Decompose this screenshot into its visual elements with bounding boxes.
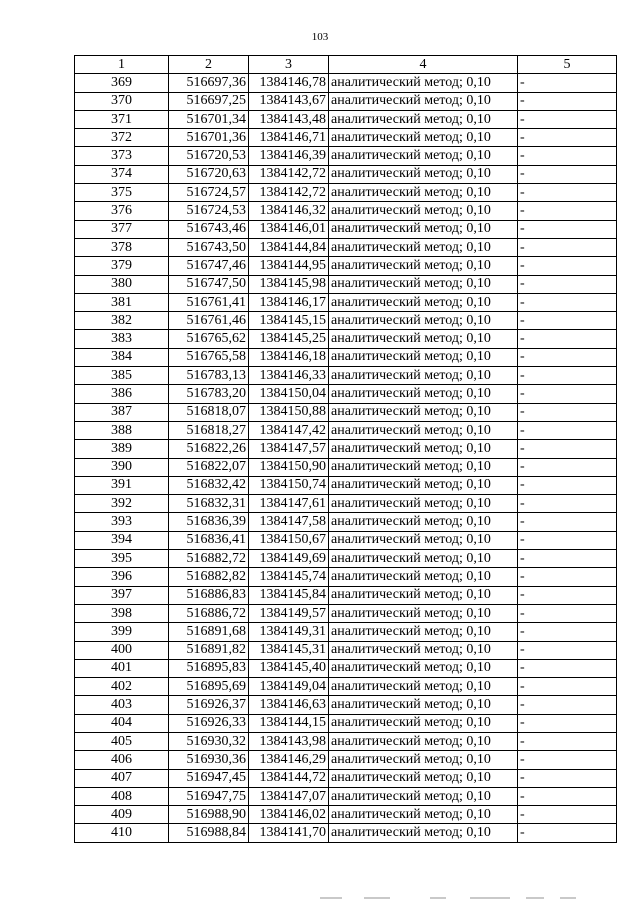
x-coordinate-cell: 516765,58	[169, 348, 249, 366]
header-col-2: 2	[169, 56, 249, 74]
note-cell: -	[518, 92, 617, 110]
note-cell: -	[518, 751, 617, 769]
note-cell: -	[518, 385, 617, 403]
note-cell: -	[518, 403, 617, 421]
table-row	[75, 312, 617, 330]
note-cell: -	[518, 312, 617, 330]
y-coordinate-cell: 1384145,40	[249, 659, 329, 677]
point-number-cell: 408	[75, 787, 169, 805]
table-row	[75, 641, 617, 659]
y-coordinate-cell: 1384149,57	[249, 604, 329, 622]
table-row	[75, 659, 617, 677]
note-cell: -	[518, 696, 617, 714]
method-cell: аналитический метод; 0,10	[329, 769, 518, 787]
table-row	[75, 751, 617, 769]
point-number-cell: 394	[75, 531, 169, 549]
y-coordinate-cell: 1384145,25	[249, 330, 329, 348]
y-coordinate-cell: 1384143,48	[249, 110, 329, 128]
table-row	[75, 110, 617, 128]
table-row	[75, 330, 617, 348]
table-row	[75, 165, 617, 183]
point-number-cell: 402	[75, 678, 169, 696]
x-coordinate-cell: 516836,39	[169, 513, 249, 531]
table-row	[75, 714, 617, 732]
x-coordinate-cell: 516783,20	[169, 385, 249, 403]
method-cell: аналитический метод; 0,10	[329, 184, 518, 202]
table-row	[75, 421, 617, 439]
note-cell: -	[518, 550, 617, 568]
method-cell: аналитический метод; 0,10	[329, 751, 518, 769]
method-cell: аналитический метод; 0,10	[329, 110, 518, 128]
note-cell: -	[518, 824, 617, 842]
table-row	[75, 550, 617, 568]
note-cell: -	[518, 458, 617, 476]
y-coordinate-cell: 1384147,42	[249, 421, 329, 439]
table-row	[75, 440, 617, 458]
note-cell: -	[518, 257, 617, 275]
note-cell: -	[518, 74, 617, 92]
y-coordinate-cell: 1384144,95	[249, 257, 329, 275]
table-row	[75, 129, 617, 147]
note-cell: -	[518, 421, 617, 439]
method-cell: аналитический метод; 0,10	[329, 293, 518, 311]
note-cell: -	[518, 110, 617, 128]
x-coordinate-cell: 516930,36	[169, 751, 249, 769]
point-number-cell: 373	[75, 147, 169, 165]
table-row	[75, 202, 617, 220]
note-cell: -	[518, 678, 617, 696]
y-coordinate-cell: 1384144,15	[249, 714, 329, 732]
note-cell: -	[518, 165, 617, 183]
y-coordinate-cell: 1384146,32	[249, 202, 329, 220]
method-cell: аналитический метод; 0,10	[329, 421, 518, 439]
method-cell: аналитический метод; 0,10	[329, 312, 518, 330]
method-cell: аналитический метод; 0,10	[329, 129, 518, 147]
x-coordinate-cell: 516720,53	[169, 147, 249, 165]
scan-artifact-marks	[320, 895, 580, 901]
note-cell: -	[518, 184, 617, 202]
x-coordinate-cell: 516895,83	[169, 659, 249, 677]
table-row	[75, 348, 617, 366]
note-cell: -	[518, 440, 617, 458]
y-coordinate-cell: 1384146,71	[249, 129, 329, 147]
note-cell: -	[518, 586, 617, 604]
y-coordinate-cell: 1384143,67	[249, 92, 329, 110]
note-cell: -	[518, 769, 617, 787]
method-cell: аналитический метод; 0,10	[329, 659, 518, 677]
point-number-cell: 374	[75, 165, 169, 183]
x-coordinate-cell: 516701,36	[169, 129, 249, 147]
y-coordinate-cell: 1384141,70	[249, 824, 329, 842]
x-coordinate-cell: 516747,50	[169, 275, 249, 293]
point-number-cell: 400	[75, 641, 169, 659]
x-coordinate-cell: 516926,33	[169, 714, 249, 732]
note-cell: -	[518, 220, 617, 238]
point-number-cell: 377	[75, 220, 169, 238]
method-cell: аналитический метод; 0,10	[329, 367, 518, 385]
note-cell: -	[518, 732, 617, 750]
method-cell: аналитический метод; 0,10	[329, 202, 518, 220]
x-coordinate-cell: 516747,46	[169, 257, 249, 275]
table-row	[75, 257, 617, 275]
point-number-cell: 375	[75, 184, 169, 202]
x-coordinate-cell: 516926,37	[169, 696, 249, 714]
method-cell: аналитический метод; 0,10	[329, 806, 518, 824]
point-number-cell: 396	[75, 568, 169, 586]
point-number-cell: 386	[75, 385, 169, 403]
x-coordinate-cell: 516743,50	[169, 238, 249, 256]
method-cell: аналитический метод; 0,10	[329, 440, 518, 458]
x-coordinate-cell: 516882,82	[169, 568, 249, 586]
table-row	[75, 568, 617, 586]
y-coordinate-cell: 1384142,72	[249, 165, 329, 183]
table-row	[75, 696, 617, 714]
x-coordinate-cell: 516724,57	[169, 184, 249, 202]
x-coordinate-cell: 516836,41	[169, 531, 249, 549]
y-coordinate-cell: 1384146,39	[249, 147, 329, 165]
x-coordinate-cell: 516882,72	[169, 550, 249, 568]
method-cell: аналитический метод; 0,10	[329, 824, 518, 842]
method-cell: аналитический метод; 0,10	[329, 92, 518, 110]
method-cell: аналитический метод; 0,10	[329, 74, 518, 92]
table-row	[75, 184, 617, 202]
method-cell: аналитический метод; 0,10	[329, 678, 518, 696]
x-coordinate-cell: 516783,13	[169, 367, 249, 385]
x-coordinate-cell: 516947,45	[169, 769, 249, 787]
method-cell: аналитический метод; 0,10	[329, 495, 518, 513]
header-col-1: 1	[75, 56, 169, 74]
y-coordinate-cell: 1384145,74	[249, 568, 329, 586]
x-coordinate-cell: 516822,26	[169, 440, 249, 458]
y-coordinate-cell: 1384147,57	[249, 440, 329, 458]
point-number-cell: 410	[75, 824, 169, 842]
method-cell: аналитический метод; 0,10	[329, 513, 518, 531]
y-coordinate-cell: 1384150,74	[249, 476, 329, 494]
y-coordinate-cell: 1384147,58	[249, 513, 329, 531]
method-cell: аналитический метод; 0,10	[329, 238, 518, 256]
note-cell: -	[518, 129, 617, 147]
y-coordinate-cell: 1384147,07	[249, 787, 329, 805]
x-coordinate-cell: 516822,07	[169, 458, 249, 476]
note-cell: -	[518, 806, 617, 824]
point-number-cell: 404	[75, 714, 169, 732]
note-cell: -	[518, 348, 617, 366]
point-number-cell: 388	[75, 421, 169, 439]
point-number-cell: 379	[75, 257, 169, 275]
table-row	[75, 367, 617, 385]
y-coordinate-cell: 1384147,61	[249, 495, 329, 513]
table-row	[75, 293, 617, 311]
method-cell: аналитический метод; 0,10	[329, 458, 518, 476]
note-cell: -	[518, 147, 617, 165]
x-coordinate-cell: 516697,36	[169, 74, 249, 92]
x-coordinate-cell: 516947,75	[169, 787, 249, 805]
header-col-5: 5	[518, 56, 617, 74]
note-cell: -	[518, 293, 617, 311]
y-coordinate-cell: 1384144,84	[249, 238, 329, 256]
method-cell: аналитический метод; 0,10	[329, 348, 518, 366]
point-number-cell: 369	[75, 74, 169, 92]
x-coordinate-cell: 516930,32	[169, 732, 249, 750]
point-number-cell: 401	[75, 659, 169, 677]
table-row	[75, 92, 617, 110]
method-cell: аналитический метод; 0,10	[329, 330, 518, 348]
note-cell: -	[518, 275, 617, 293]
table-row	[75, 824, 617, 842]
note-cell: -	[518, 202, 617, 220]
x-coordinate-cell: 516761,46	[169, 312, 249, 330]
note-cell: -	[518, 787, 617, 805]
y-coordinate-cell: 1384143,98	[249, 732, 329, 750]
y-coordinate-cell: 1384146,02	[249, 806, 329, 824]
table-row	[75, 806, 617, 824]
header-col-3: 3	[249, 56, 329, 74]
point-number-cell: 393	[75, 513, 169, 531]
note-cell: -	[518, 476, 617, 494]
method-cell: аналитический метод; 0,10	[329, 403, 518, 421]
point-number-cell: 382	[75, 312, 169, 330]
y-coordinate-cell: 1384150,67	[249, 531, 329, 549]
method-cell: аналитический метод; 0,10	[329, 147, 518, 165]
note-cell: -	[518, 238, 617, 256]
method-cell: аналитический метод; 0,10	[329, 604, 518, 622]
table-row	[75, 586, 617, 604]
table-row	[75, 385, 617, 403]
note-cell: -	[518, 367, 617, 385]
table-row	[75, 678, 617, 696]
point-number-cell: 376	[75, 202, 169, 220]
y-coordinate-cell: 1384146,18	[249, 348, 329, 366]
y-coordinate-cell: 1384145,31	[249, 641, 329, 659]
note-cell: -	[518, 495, 617, 513]
method-cell: аналитический метод; 0,10	[329, 275, 518, 293]
x-coordinate-cell: 516697,25	[169, 92, 249, 110]
y-coordinate-cell: 1384145,15	[249, 312, 329, 330]
y-coordinate-cell: 1384144,72	[249, 769, 329, 787]
table-row	[75, 74, 617, 92]
x-coordinate-cell: 516891,68	[169, 623, 249, 641]
note-cell: -	[518, 623, 617, 641]
point-number-cell: 371	[75, 110, 169, 128]
y-coordinate-cell: 1384149,69	[249, 550, 329, 568]
y-coordinate-cell: 1384146,29	[249, 751, 329, 769]
note-cell: -	[518, 568, 617, 586]
table-row	[75, 623, 617, 641]
page-number: 103	[311, 31, 329, 43]
point-number-cell: 378	[75, 238, 169, 256]
x-coordinate-cell: 516832,42	[169, 476, 249, 494]
header-col-4: 4	[329, 56, 518, 74]
x-coordinate-cell: 516895,69	[169, 678, 249, 696]
point-number-cell: 409	[75, 806, 169, 824]
note-cell: -	[518, 659, 617, 677]
note-cell: -	[518, 641, 617, 659]
y-coordinate-cell: 1384149,04	[249, 678, 329, 696]
point-number-cell: 370	[75, 92, 169, 110]
table-row	[75, 458, 617, 476]
point-number-cell: 389	[75, 440, 169, 458]
table-row	[75, 403, 617, 421]
method-cell: аналитический метод; 0,10	[329, 696, 518, 714]
y-coordinate-cell: 1384146,33	[249, 367, 329, 385]
table-row	[75, 513, 617, 531]
point-number-cell: 406	[75, 751, 169, 769]
point-number-cell: 380	[75, 275, 169, 293]
table-row	[75, 147, 617, 165]
x-coordinate-cell: 516743,46	[169, 220, 249, 238]
table-row	[75, 531, 617, 549]
method-cell: аналитический метод; 0,10	[329, 568, 518, 586]
method-cell: аналитический метод; 0,10	[329, 623, 518, 641]
y-coordinate-cell: 1384150,90	[249, 458, 329, 476]
point-number-cell: 385	[75, 367, 169, 385]
point-number-cell: 372	[75, 129, 169, 147]
table-row	[75, 220, 617, 238]
x-coordinate-cell: 516818,27	[169, 421, 249, 439]
x-coordinate-cell: 516886,83	[169, 586, 249, 604]
x-coordinate-cell: 516720,63	[169, 165, 249, 183]
y-coordinate-cell: 1384146,17	[249, 293, 329, 311]
x-coordinate-cell: 516724,53	[169, 202, 249, 220]
method-cell: аналитический метод; 0,10	[329, 165, 518, 183]
y-coordinate-cell: 1384146,78	[249, 74, 329, 92]
coordinates-table	[74, 55, 617, 843]
table-row	[75, 238, 617, 256]
method-cell: аналитический метод; 0,10	[329, 385, 518, 403]
table-row	[75, 604, 617, 622]
point-number-cell: 399	[75, 623, 169, 641]
point-number-cell: 381	[75, 293, 169, 311]
method-cell: аналитический метод; 0,10	[329, 732, 518, 750]
method-cell: аналитический метод; 0,10	[329, 531, 518, 549]
x-coordinate-cell: 516988,84	[169, 824, 249, 842]
x-coordinate-cell: 516988,90	[169, 806, 249, 824]
table-row	[75, 732, 617, 750]
y-coordinate-cell: 1384150,04	[249, 385, 329, 403]
point-number-cell: 384	[75, 348, 169, 366]
x-coordinate-cell: 516832,31	[169, 495, 249, 513]
method-cell: аналитический метод; 0,10	[329, 714, 518, 732]
table-body	[75, 74, 617, 842]
note-cell: -	[518, 714, 617, 732]
point-number-cell: 407	[75, 769, 169, 787]
x-coordinate-cell: 516818,07	[169, 403, 249, 421]
note-cell: -	[518, 604, 617, 622]
point-number-cell: 391	[75, 476, 169, 494]
table-header	[75, 56, 617, 74]
point-number-cell: 403	[75, 696, 169, 714]
y-coordinate-cell: 1384146,63	[249, 696, 329, 714]
method-cell: аналитический метод; 0,10	[329, 220, 518, 238]
table-row	[75, 787, 617, 805]
method-cell: аналитический метод; 0,10	[329, 550, 518, 568]
point-number-cell: 397	[75, 586, 169, 604]
method-cell: аналитический метод; 0,10	[329, 641, 518, 659]
x-coordinate-cell: 516765,62	[169, 330, 249, 348]
point-number-cell: 395	[75, 550, 169, 568]
y-coordinate-cell: 1384145,84	[249, 586, 329, 604]
table-row	[75, 476, 617, 494]
y-coordinate-cell: 1384150,88	[249, 403, 329, 421]
note-cell: -	[518, 330, 617, 348]
method-cell: аналитический метод; 0,10	[329, 787, 518, 805]
method-cell: аналитический метод; 0,10	[329, 257, 518, 275]
y-coordinate-cell: 1384149,31	[249, 623, 329, 641]
table-row	[75, 495, 617, 513]
point-number-cell: 392	[75, 495, 169, 513]
x-coordinate-cell: 516891,82	[169, 641, 249, 659]
table-row	[75, 769, 617, 787]
method-cell: аналитический метод; 0,10	[329, 476, 518, 494]
header-row	[75, 56, 617, 74]
note-cell: -	[518, 531, 617, 549]
point-number-cell: 383	[75, 330, 169, 348]
point-number-cell: 398	[75, 604, 169, 622]
x-coordinate-cell: 516886,72	[169, 604, 249, 622]
y-coordinate-cell: 1384146,01	[249, 220, 329, 238]
x-coordinate-cell: 516761,41	[169, 293, 249, 311]
table-row	[75, 275, 617, 293]
y-coordinate-cell: 1384145,98	[249, 275, 329, 293]
x-coordinate-cell: 516701,34	[169, 110, 249, 128]
point-number-cell: 390	[75, 458, 169, 476]
point-number-cell: 405	[75, 732, 169, 750]
method-cell: аналитический метод; 0,10	[329, 586, 518, 604]
y-coordinate-cell: 1384142,72	[249, 184, 329, 202]
note-cell: -	[518, 513, 617, 531]
point-number-cell: 387	[75, 403, 169, 421]
